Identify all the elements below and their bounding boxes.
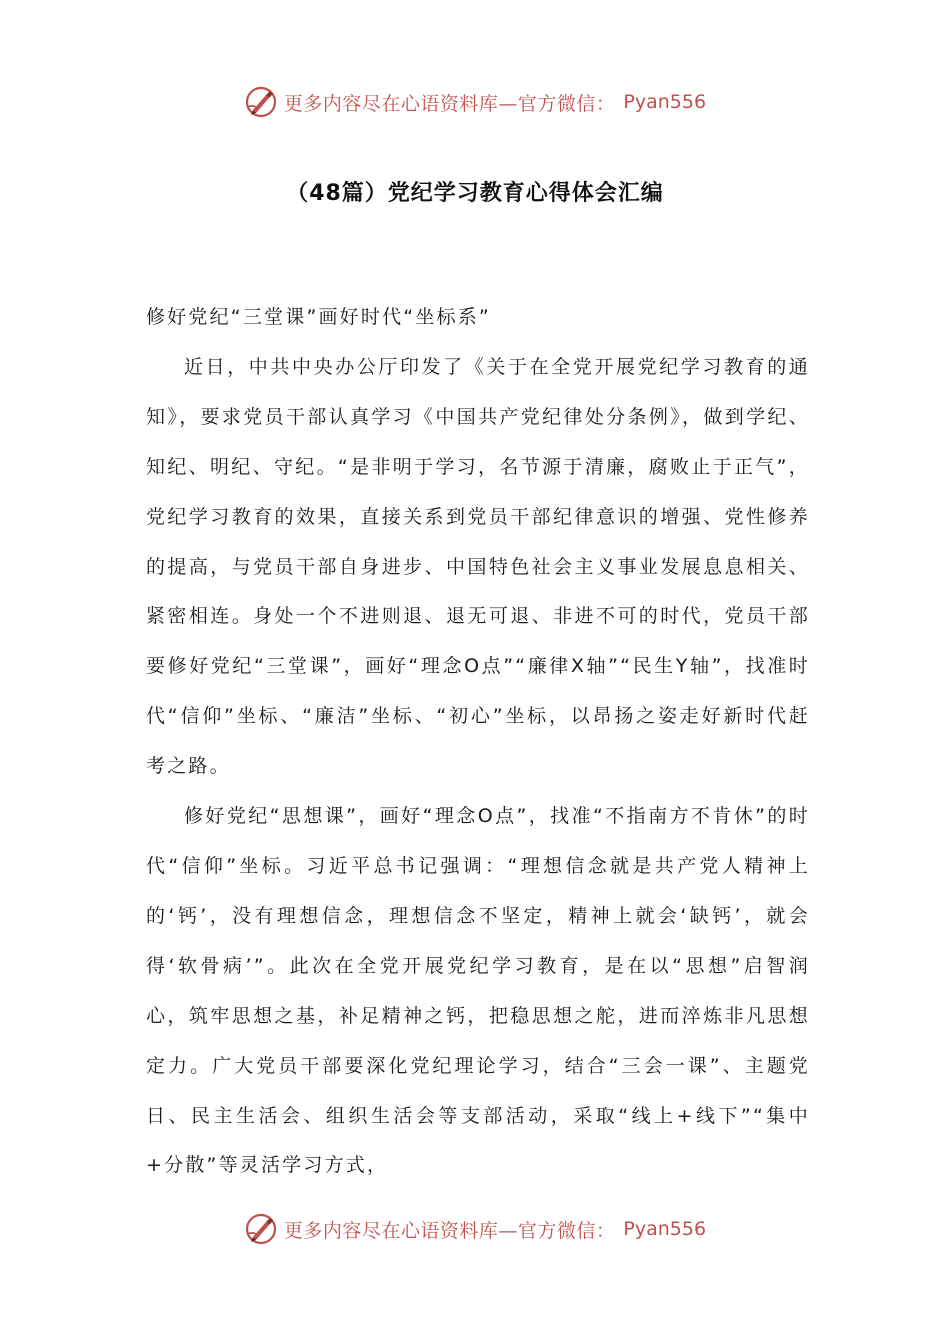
header-banner-text: 更多内容尽在心语资料库—官方微信： xyxy=(283,92,616,115)
footer-banner-text: 更多内容尽在心语资料库—官方微信： xyxy=(283,1219,616,1242)
header-banner xyxy=(0,82,950,122)
article-subtitle: 修好党纪“三堂课”画好时代“坐标系” xyxy=(146,306,491,328)
pen-logo-icon xyxy=(244,85,278,119)
footer-wechat-id: Pyan556 xyxy=(623,1218,707,1240)
document-title: （48篇）党纪学习教育心得体会汇编 xyxy=(286,181,664,206)
header-wechat-id: Pyan556 xyxy=(623,91,707,113)
paragraph: 修好党纪“思想课”，画好“理念O点”，找准“不指南方不肯休”的时代“信仰”坐标。习近平总书记强调：“理想信念就是共产党人精神上的‘钙’，没有理想信念，理想信念不坚定，精神上就会‘缺钙’，就会得‘软骨病’”。此次在全党开展党纪学习教育，是在以“思想”启智润心，筑牢思想之基，补足精神之钙，把稳思想之舵，进而淬炼非凡思想定力。广大党员干部要深化党纪理论学习，结合“三会一课”、主题党日、民主生活会、组织生活会等支部活动，采取“线上+线下”“集中+分散”等灵活学习方式， xyxy=(146,805,810,1177)
pen-logo-icon xyxy=(244,1212,278,1246)
footer-banner xyxy=(0,1209,950,1249)
article-body xyxy=(146,293,810,1191)
paragraph: 近日，中共中央办公厅印发了《关于在全党开展党纪学习教育的通知》，要求党员干部认真学习《中国共产党纪律处分条例》，做到学纪、知纪、明纪、守纪。“是非明于学习，名节源于清廉，腐败止于正气”，党纪学习教育的效果，直接关系到党员干部纪律意识的增强、党性修养的提高，与党员干部自身进步、中国特色社会主义事业发展息息相关、紧密相连。身处一个不进则退、退无可退、非进不可的时代，党员干部要修好党纪“三堂课”，画好“理念O点”“廉律X轴”“民生Y轴”，找准时代“信仰”坐标、“廉洁”坐标、“初心”坐标，以昂扬之姿走好新时代赶考之路。 xyxy=(146,355,810,778)
